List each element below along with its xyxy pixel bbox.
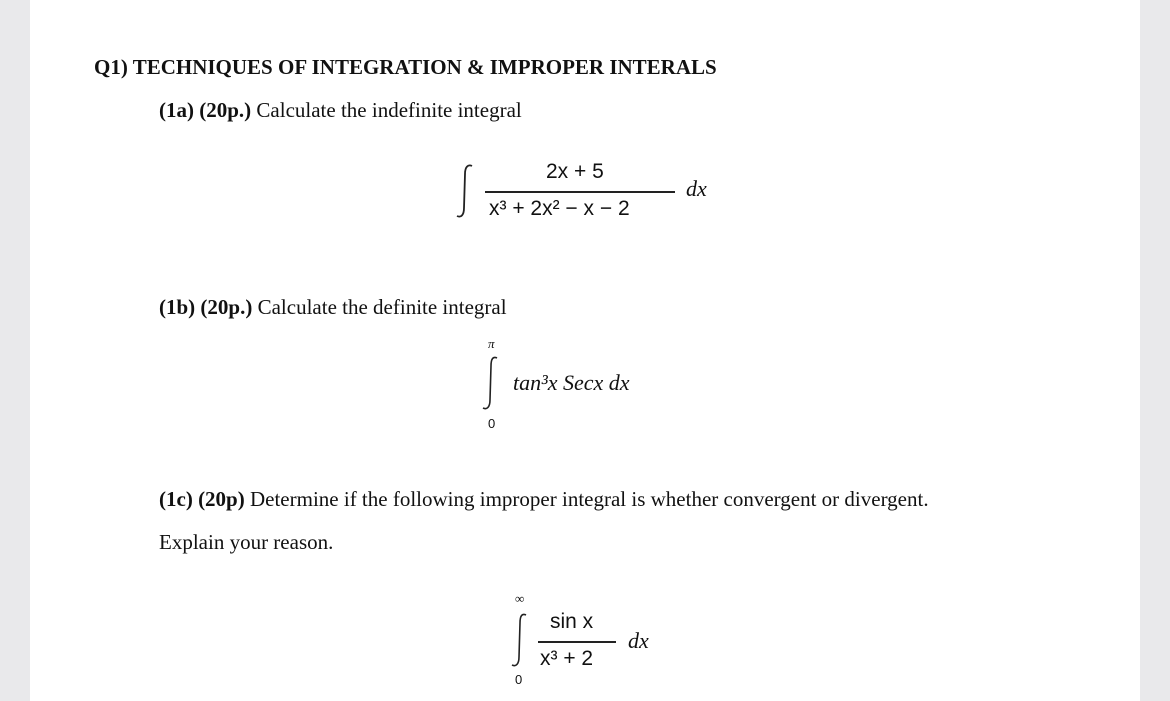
q1b-label: (1b) bbox=[159, 295, 196, 319]
q1b-lower-limit: 0 bbox=[488, 416, 496, 431]
q1a-points: (20p.) bbox=[199, 98, 252, 122]
q1a-text: Calculate the indefinite integral bbox=[256, 98, 522, 122]
section-heading: Q1) TECHNIQUES OF INTEGRATION & IMPROPER INTERALS bbox=[94, 55, 717, 79]
q1a-label: (1a) bbox=[159, 98, 194, 122]
integral-sign-icon bbox=[510, 611, 532, 669]
q1c-upper-limit: ∞ bbox=[515, 591, 525, 606]
q1c-numerator: sin x bbox=[550, 610, 594, 633]
integral-sign-icon bbox=[454, 162, 478, 220]
q1a-numerator: 2x + 5 bbox=[546, 160, 604, 183]
q1c-points: (20p) bbox=[198, 487, 245, 511]
q1c-text: Determine if the following improper integral is whether convergent or divergent. bbox=[249, 487, 929, 511]
q1a-prompt bbox=[159, 98, 522, 123]
q1b-points: (20p.) bbox=[200, 295, 253, 319]
q1c-fraction-bar bbox=[538, 641, 616, 643]
q1c-denominator: x³ + 2 bbox=[540, 647, 594, 670]
document-page bbox=[30, 0, 1140, 701]
q1a-fraction-bar bbox=[485, 191, 675, 193]
q1c-prompt-line2: Explain your reason. bbox=[159, 530, 334, 554]
q1c-lower-limit: 0 bbox=[515, 672, 523, 687]
q1b-prompt bbox=[159, 295, 507, 320]
q1b-integrand: tan³x Secx dx bbox=[513, 370, 630, 395]
q1c-prompt bbox=[159, 487, 929, 512]
q1a-differential: dx bbox=[686, 176, 707, 201]
q1c-differential: dx bbox=[628, 628, 649, 653]
q1b-text: Calculate the definite integral bbox=[257, 295, 507, 319]
q1a-denominator: x³ + 2x² − x − 2 bbox=[489, 197, 630, 220]
q1b-upper-limit: π bbox=[488, 336, 495, 351]
q1c-label: (1c) bbox=[159, 487, 193, 511]
integral-sign-icon bbox=[481, 354, 503, 412]
